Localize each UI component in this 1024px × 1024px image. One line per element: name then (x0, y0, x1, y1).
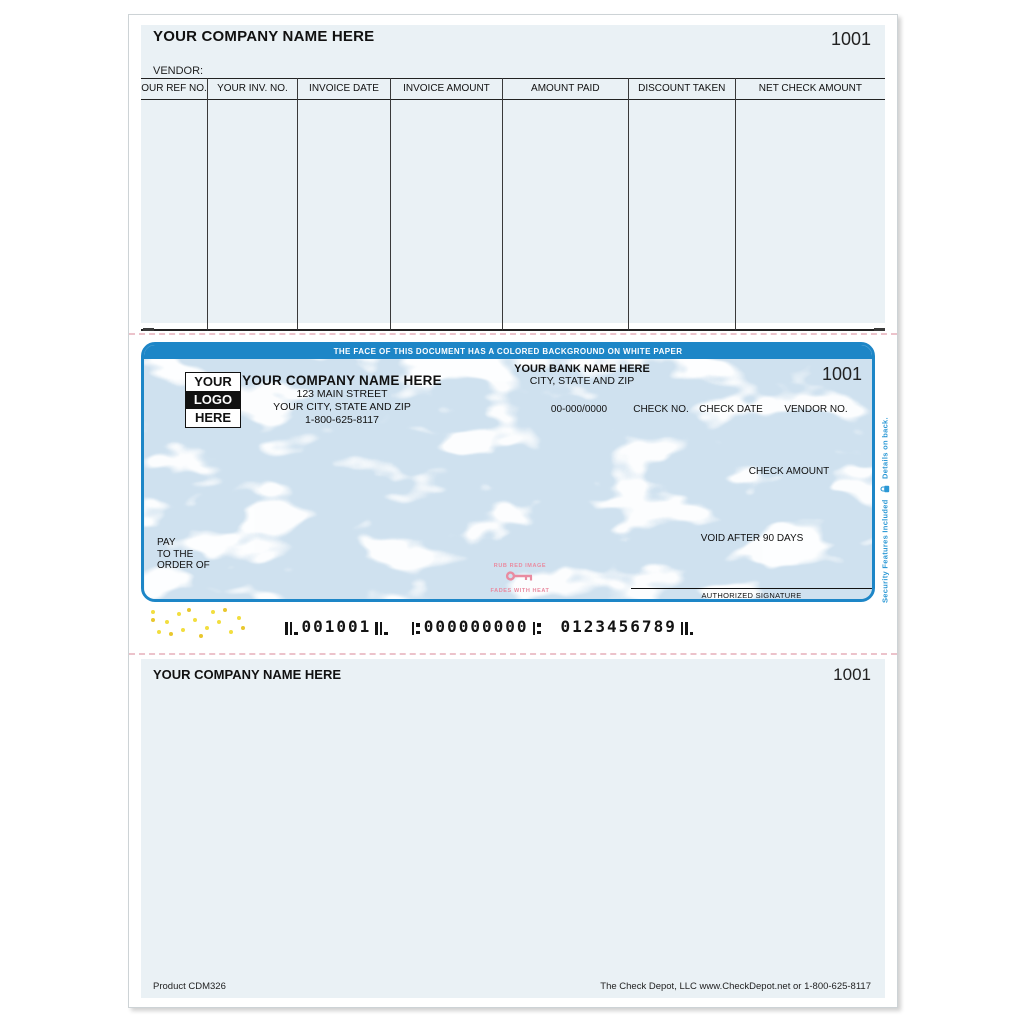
logo-line: HERE (194, 410, 232, 425)
table-column (391, 78, 503, 331)
security-dots (151, 610, 155, 614)
table-column (141, 78, 208, 331)
signature-line (631, 588, 872, 589)
company-city: YOUR CITY, STATE AND ZIP (273, 401, 411, 413)
stub-check-number: 1001 (830, 29, 871, 49)
lock-icon (880, 484, 890, 494)
logo-placeholder (185, 372, 241, 428)
check-amount-label: CHECK AMOUNT (748, 466, 830, 477)
stub-check-number: 1001 (833, 665, 871, 684)
check-face (141, 342, 875, 602)
footer (153, 981, 871, 992)
routing-fraction: 00-000/0000 (550, 404, 608, 415)
table-column (298, 78, 391, 331)
micr-onus-symbol (285, 622, 298, 635)
company-street: 123 MAIN STREET (296, 388, 388, 400)
vendor-no-label: VENDOR NO. (784, 404, 848, 415)
company-phone: 1-800-625-8117 (305, 414, 379, 426)
pay-to-order-label (157, 537, 210, 572)
stub-company-name: YOUR COMPANY NAME HERE (153, 28, 375, 45)
key-icon-top-text: RUB RED IMAGE (493, 563, 547, 569)
bank-city: CITY, STATE AND ZIP (529, 375, 635, 387)
bottom-stub (141, 659, 885, 998)
authorized-signature-label: AUTHORIZED SIGNATURE (701, 591, 802, 600)
heat-sensitive-key-icon (487, 563, 553, 594)
column-header: DISCOUNT TAKEN (629, 78, 735, 100)
bank-block (507, 363, 657, 388)
micr-transit-symbol (533, 622, 541, 635)
pay-line: TO THE (157, 548, 194, 560)
check-number: 1001 (821, 364, 862, 384)
perforation-line (129, 653, 897, 655)
column-header: INVOICE AMOUNT (391, 78, 502, 100)
column-header: YOUR INV. NO. (208, 78, 297, 100)
micr-transit-symbol (412, 622, 420, 635)
column-header: NET CHECK AMOUNT (736, 78, 885, 100)
column-header: INVOICE DATE (298, 78, 390, 100)
table-column (736, 78, 885, 331)
check-date-label: CHECK DATE (699, 404, 763, 415)
micr-account-number: 0123456789 (560, 617, 677, 636)
column-header: AMOUNT PAID (503, 78, 628, 100)
micr-line (281, 617, 697, 636)
company-address-block (242, 373, 442, 427)
details-on-back-text: Details on back. (880, 417, 890, 480)
micr-check-number: 001001 (301, 617, 372, 636)
pay-line: PAY (157, 537, 176, 548)
micr-onus-symbol (375, 622, 388, 635)
table-column (503, 78, 629, 331)
logo-line: LOGO (186, 391, 240, 409)
column-header: OUR REF NO. (141, 78, 207, 100)
micr-onus-symbol (681, 622, 694, 635)
vendor-label: VENDOR: (153, 65, 204, 77)
perforation-line (129, 333, 897, 335)
key-icon (505, 569, 535, 583)
company-name: YOUR COMPANY NAME HERE (242, 373, 442, 388)
logo-line: YOUR (194, 374, 232, 389)
security-edge-text (880, 347, 890, 603)
security-features-text: Security Features Included (880, 499, 890, 603)
pay-line: ORDER OF (157, 560, 210, 571)
key-icon-bottom-text: FADES WITH HEAT (490, 588, 550, 594)
colored-background-banner: THE FACE OF THIS DOCUMENT HAS A COLORED BACKGROUND ON WHITE PAPER (144, 345, 872, 359)
top-remittance-stub (141, 25, 885, 323)
stub-company-name: YOUR COMPANY NAME HERE (153, 667, 342, 682)
bank-name: YOUR BANK NAME HERE (514, 363, 650, 375)
table-column (208, 78, 298, 331)
check-no-label: CHECK NO. (633, 404, 689, 415)
void-after-label: VOID AFTER 90 DAYS (700, 533, 804, 544)
table-column (629, 78, 736, 331)
product-code: Product CDM326 (153, 981, 226, 992)
vendor-contact-info: The Check Depot, LLC www.CheckDepot.net or 1-800-625-8117 (600, 981, 871, 992)
perforation-tick (874, 328, 885, 331)
remittance-table (141, 78, 885, 331)
check-sheet (128, 14, 898, 1008)
perforation-tick (143, 328, 154, 331)
micr-strip (129, 602, 897, 653)
micr-routing-number: 000000000 (423, 617, 529, 636)
